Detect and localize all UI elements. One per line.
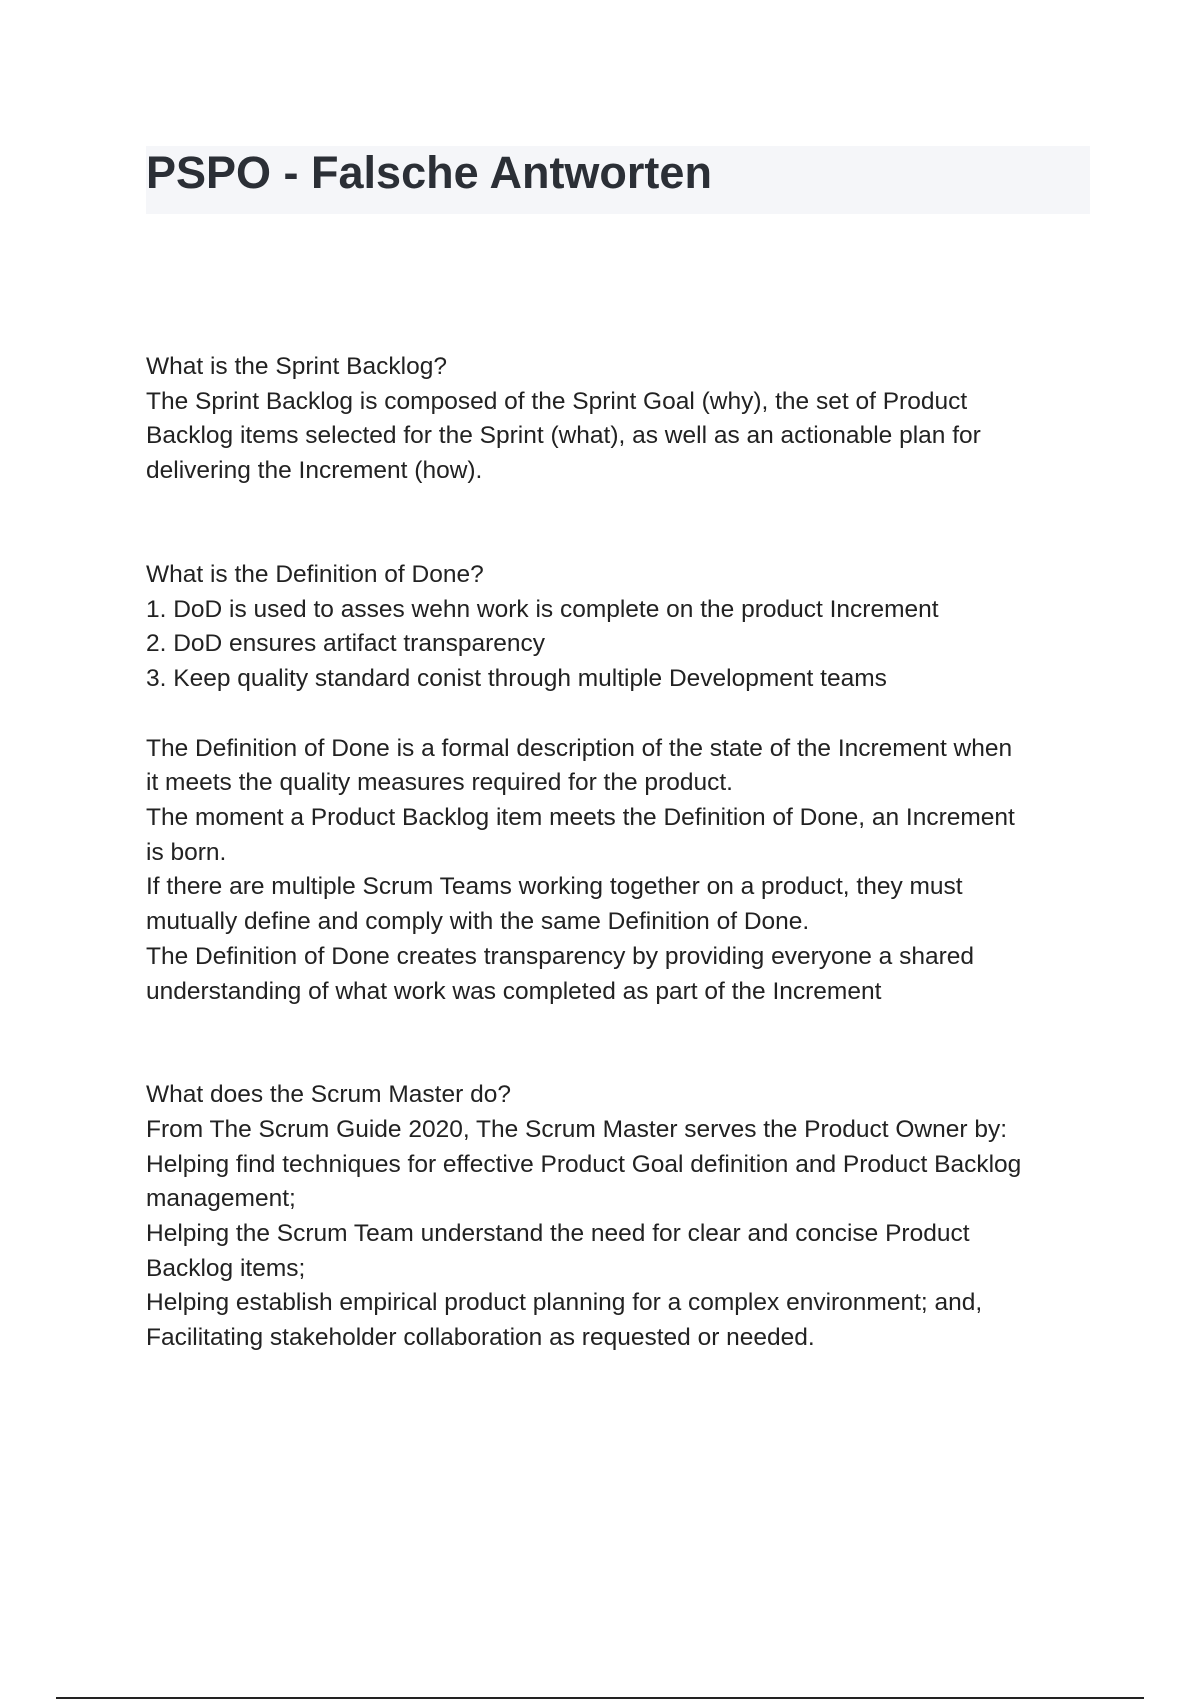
- answer-line: Helping find techniques for effective Product Goal definition and Product Backlog: [146, 1150, 1022, 1178]
- title-bar: [146, 146, 1090, 214]
- explanation-line: understanding of what work was completed as part of the Increment: [146, 977, 882, 1005]
- answer-list-item: 3. Keep quality standard conist through multiple Development teams: [146, 664, 887, 692]
- explanation-line: it meets the quality measures required for the product.: [146, 769, 733, 797]
- question-text: What does the Scrum Master do?: [146, 1081, 511, 1109]
- explanation-line: The moment a Product Backlog item meets the Definition of Done, an Increment: [146, 804, 1015, 832]
- answer-line: Backlog items selected for the Sprint (what), as well as an actionable plan for: [146, 422, 981, 450]
- answer-line: management;: [146, 1185, 296, 1213]
- explanation-line: mutually define and comply with the same Definition of Done.: [146, 908, 810, 936]
- qa-section-scrum-master: [146, 1078, 1096, 1356]
- question-text: What is the Sprint Backlog?: [146, 353, 447, 380]
- answer-line: The Sprint Backlog is composed of the Sprint Goal (why), the set of Product: [146, 387, 968, 415]
- answer-line: delivering the Increment (how).: [146, 457, 483, 485]
- explanation-line: The Definition of Done creates transparency by providing everyone a shared: [146, 942, 975, 970]
- answer-list-item: 1. DoD is used to asses wehn work is complete on the product Increment: [146, 595, 939, 623]
- question-text: What is the Definition of Done?: [146, 560, 484, 588]
- qa-section-definition-of-done: [146, 558, 1096, 697]
- explanation-line: If there are multiple Scrum Teams working together on a product, they must: [146, 873, 963, 901]
- answer-line: Backlog items;: [146, 1254, 306, 1282]
- document-body: [146, 350, 1096, 1356]
- answer-line: Helping establish empirical product planning for a complex environment; and,: [146, 1289, 983, 1317]
- explanation-line: The Definition of Done is a formal description of the state of the Increment when: [146, 734, 1013, 762]
- answer-line: Helping the Scrum Team understand the need for clear and concise Product: [146, 1220, 970, 1248]
- answer-line: Facilitating stakeholder collaboration as requested or needed.: [146, 1324, 815, 1352]
- qa-section-sprint-backlog: [146, 350, 1096, 489]
- explanation-paragraph: [146, 732, 1096, 1010]
- footer-divider: [56, 1697, 1144, 1699]
- explanation-line: is born.: [146, 838, 227, 866]
- answer-list-item: 2. DoD ensures artifact transparency: [146, 630, 545, 658]
- page-title: PSPO - Falsche Antworten: [146, 147, 712, 198]
- answer-line: From The Scrum Guide 2020, The Scrum Master serves the Product Owner by:: [146, 1115, 1008, 1143]
